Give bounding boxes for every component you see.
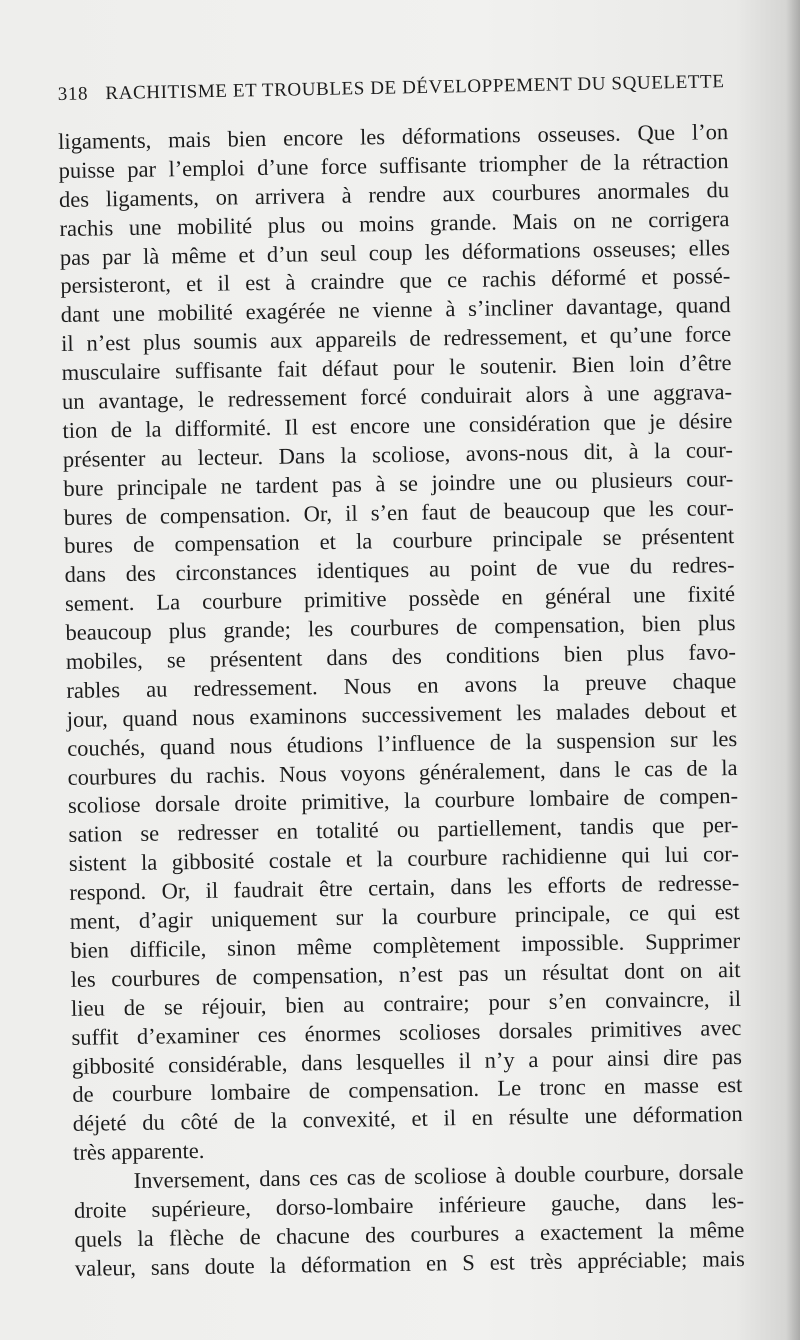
text-line: les courbures de compensation, n’est pas un résultat dont on ait (70, 956, 741, 992)
text-line: couchés, quand nous étudions l’influence de la suspension sur les (67, 725, 738, 761)
text-line: respond. Or, il faudrait être certain, dans les efforts de redresse- (69, 870, 740, 906)
text-line: courbures du rachis. Nous voyons généralement, dans le cas de la (67, 754, 738, 790)
running-header (57, 71, 725, 106)
text-line: mobiles, se présentent dans des conditions bien plus favo- (65, 639, 737, 674)
text-line: bure principale ne tardent pas à se joindre une ou plusieurs cour- (63, 465, 734, 501)
text-line: un avantage, le redressement forcé conduirait alors à une aggrava- (61, 379, 733, 414)
text-line: dant une mobilité exagérée ne vienne à s’incliner davantage, quand (60, 292, 731, 328)
text-line: scoliose dorsale droite primitive, la courbure lombaire de compen- (67, 783, 739, 819)
text-line: rables au redressement. Nous en avons la preuve chaque (66, 667, 737, 703)
text-line: dans des circonstances identiques au point de vue du redres- (64, 552, 735, 588)
text-line: suffit d’examiner ces énormes scolioses dorsales primitives avec (71, 1014, 742, 1050)
text-line-paragraph-end: très apparente. (73, 1138, 205, 1166)
text-line-paragraph-start: Inversement, dans ces cas de scoliose à double courbure, dorsale (133, 1159, 744, 1194)
text-line: sement. La courbure primitive possède en général une fixité (64, 581, 736, 617)
text-line: ment, d’agir uniquement sur la courbure principale, ce qui est (69, 899, 740, 934)
text-line: ligaments, mais bien encore les déformations osseuses. Que l’on (58, 119, 729, 154)
text-line: jour, quand nous examinons successivement les malades debout et (66, 696, 737, 732)
page-edge-shadow (786, 0, 800, 1340)
text-line: déjeté du côté de la convexité, et il en résulte une déformation (72, 1101, 743, 1137)
text-line: valeur, sans doute la déformation en S est très appréciable; mais (74, 1245, 746, 1281)
text-line: puisse par l’emploi d’une force suffisante triompher de la rétraction (58, 147, 729, 183)
text-line: sistent la gibbosité costale et la courbure rachidienne qui lui cor- (68, 841, 740, 877)
text-line: rachis une mobilité plus ou moins grande. Mais on ne corrigera (59, 205, 730, 241)
text-line: bures de compensation et la courbure principale se présentent (64, 523, 735, 559)
text-line: lieu de se réjouir, bien au contraire; pour s’en convaincre, il (70, 985, 742, 1021)
text-line: sation se redresser en totalité ou partiellement, tandis que per- (68, 812, 739, 848)
text-line: tion de la difformité. Il est encore une considération que je désire (62, 407, 733, 443)
text-line: il n’est plus soumis aux appareils de redressement, et qu’une force (61, 321, 732, 357)
text-line: présenter au lecteur. Dans la scoliose, avons-nous dit, à la cour- (62, 436, 734, 472)
text-line: quels la flèche de chacune des courbures a exactement la même (74, 1216, 745, 1252)
running-title: RACHITISME ET TROUBLES DE DÉVELOPPEMENT DU SQUELETTE (105, 71, 725, 105)
text-line: beaucoup plus grande; les courbures de compensation, bien plus (65, 610, 736, 646)
text-line: bures de compensation. Or, il s’en faut de beaucoup que les cour- (63, 494, 734, 530)
text-line: bien difficile, sinon même complètement impossible. Supprimer (70, 927, 741, 963)
text-line: musculaire suffisante fait défaut pour le soutenir. Bien loin d’être (61, 350, 732, 386)
body-text (58, 118, 745, 1283)
text-line: pas par là même et d’un seul coup les déformations osseuses; elles (59, 234, 731, 270)
text-line: persisteront, et il est à craindre que ce rachis déformé et possé- (60, 263, 731, 299)
text-line: de courbure lombaire de compensation. Le tronc en masse est (72, 1072, 743, 1108)
page-number: 318 (57, 83, 89, 106)
text-line: gibbosité considérable, dans lesquelles il n’y a pour ainsi dire pas (71, 1043, 743, 1079)
text-line: droite supérieure, dorso-lombaire inférieure gauche, dans les- (73, 1187, 745, 1223)
text-line: des ligaments, on arrivera à rendre aux courbures anormales du (58, 176, 730, 212)
